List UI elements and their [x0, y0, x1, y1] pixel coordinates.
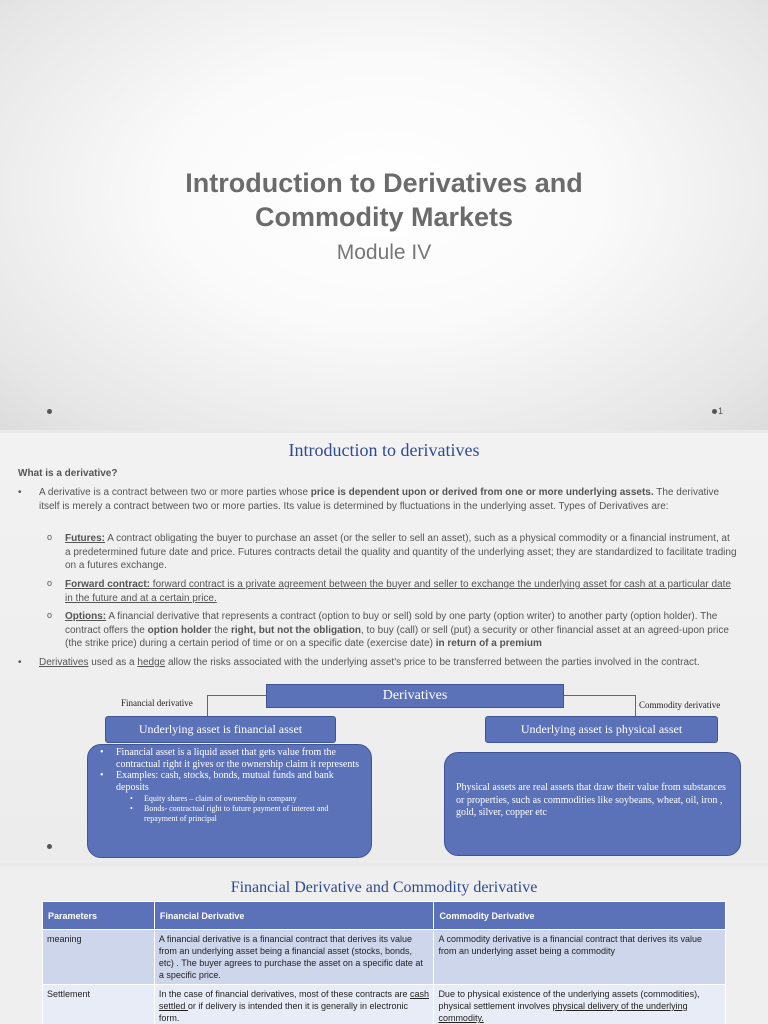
bullet-hedge: • Derivatives used as a hedge allow the risks associated with the underlying asset's price to be transferred between the parties involved in the contract. [18, 657, 700, 668]
table-row [43, 930, 726, 985]
financial-asset-box: • Financial asset is a liquid asset that gets value from the contractual right it gives or the ownership claim it represents • Examples: cash, stocks, bonds, mutual funds and bank deposits • Equity shares – claim of ownership in company • Bonds- contractual right to future payment of interest and repayment of principal [87, 744, 372, 858]
cell-param: meaning [43, 930, 155, 985]
page-number: 1 [718, 406, 724, 416]
commodity-derivative-label: Commodity derivative [639, 700, 721, 710]
slide-dot [47, 409, 52, 414]
slide-title: Financial Derivative and Commodity derivative [230, 879, 538, 896]
cell-commodity: Due to physical existence of the underlying assets (commodities), physical settlement involves physical delivery of the underlying commodity. [434, 985, 726, 1024]
presentation-title: Introduction to Derivatives and Commodity Markets [185, 168, 583, 232]
financial-asset-head: Underlying asset is financial asset [105, 716, 336, 743]
cell-financial: In the case of financial derivatives, most of these contracts are cash settled or if delivery is intended then it is generally in electronic form. [154, 985, 434, 1024]
derivatives-root-box: Derivatives [266, 684, 564, 708]
table-row [43, 985, 726, 1024]
sub-bullet-futures: o Futures: A contract obligating the buyer to purchase an asset (or the seller to sell an asset), such as a physical commodity or a financial instrument, at a predetermined future date and price. Futures contracts detail the quality and quantity of the underlying asset; they are standardized to facilitate trading on a futures exchange. [47, 532, 737, 571]
table-header-row [43, 902, 726, 930]
slide-dot [712, 409, 717, 414]
comparison-slide [0, 866, 768, 1024]
cell-financial: A financial derivative is a financial contract that derives its value from an underlying asset being a financial asset (stocks, bonds, etc) . The buyer agrees to purchase the asset on a specific date at a specific price. [154, 930, 434, 985]
financial-derivative-label: Financial derivative [121, 698, 193, 708]
title-slide [0, 0, 768, 430]
physical-asset-box: Physical assets are real assets that draw their value from substances or properties, such as commodities like soybeans, wheat, oil, iron , gold, silver, copper etc [444, 752, 741, 856]
slide-title: Introduction to derivatives [288, 440, 480, 460]
derivatives-intro-slide [0, 433, 768, 863]
bullet-definition: • A derivative is a contract between two or more parties whose price is dependent upon or derived from one or more underlying assets. The derivative itself is merely a contract between two or more parties. Its value is determined by fluctuations in the underlying asset. Types of Derivatives are: [18, 487, 720, 512]
physical-asset-head: Underlying asset is physical asset [485, 716, 718, 743]
header-financial-derivative: Financial Derivative [154, 902, 434, 930]
presentation-subtitle: Module IV [336, 241, 432, 264]
cell-param: Settlement [43, 985, 155, 1024]
question-heading: What is a derivative? [18, 468, 118, 479]
header-commodity-derivative: Commodity Derivative [434, 902, 726, 930]
cell-commodity: A commodity derivative is a financial contract that derives its value from an underlying asset being a commodity [434, 930, 726, 985]
comparison-table [42, 901, 726, 1024]
slide-dot [47, 844, 52, 849]
sub-bullet-options: o Options: A financial derivative that represents a contract (option to buy or sell) sold by one party (option writer) to another party (option holder). The contract offers the option holder the right, but not the obligation, to buy (call) or sell (put) a security or other financial asset at an agreed-upon price (the strike price) during a certain period of time or on a specific date (exercise date) in return of a premium [47, 610, 729, 649]
header-parameters: Parameters [43, 902, 155, 930]
sub-bullet-forward: o Forward contract: forward contract is a private agreement between the buyer and seller to exchange the underlying asset for cash at a particular date in the future and at a certain price. [47, 578, 731, 604]
